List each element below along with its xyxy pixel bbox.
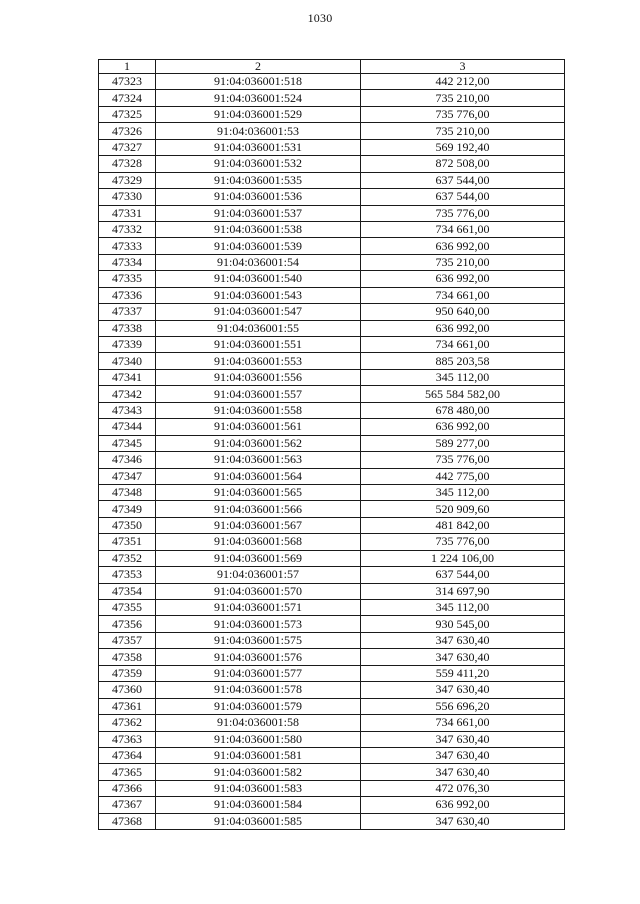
value-cell: 734 661,00 [361,715,565,731]
value-cell: 314 697,90 [361,583,565,599]
column-header-2: 2 [156,60,361,74]
cadastral-number-cell: 91:04:036001:579 [156,698,361,714]
cadastral-number-cell: 91:04:036001:571 [156,600,361,616]
cadastral-number-cell: 91:04:036001:55 [156,320,361,336]
value-cell: 885 203,58 [361,353,565,369]
table-row [99,139,565,155]
table-row [99,649,565,665]
table-row [99,534,565,550]
value-cell: 589 277,00 [361,435,565,451]
row-number-cell: 47346 [99,452,156,468]
table-row [99,517,565,533]
value-cell: 734 661,00 [361,287,565,303]
table-row [99,172,565,188]
table-row [99,567,565,583]
table-row [99,682,565,698]
cadastral-number-cell: 91:04:036001:532 [156,156,361,172]
table-row [99,74,565,90]
row-number-cell: 47339 [99,337,156,353]
row-number-cell: 47352 [99,550,156,566]
cadastral-number-cell: 91:04:036001:585 [156,813,361,829]
table-row [99,205,565,221]
table-row [99,369,565,385]
row-number-cell: 47365 [99,764,156,780]
row-number-cell: 47355 [99,600,156,616]
value-cell: 347 630,40 [361,649,565,665]
table-row [99,304,565,320]
cadastral-number-cell: 91:04:036001:54 [156,254,361,270]
row-number-cell: 47354 [99,583,156,599]
cadastral-number-cell: 91:04:036001:557 [156,386,361,402]
row-number-cell: 47329 [99,172,156,188]
row-number-cell: 47324 [99,90,156,106]
row-number-cell: 47335 [99,271,156,287]
value-cell: 734 661,00 [361,221,565,237]
table-row [99,90,565,106]
cadastral-number-cell: 91:04:036001:524 [156,90,361,106]
row-number-cell: 47328 [99,156,156,172]
cadastral-number-cell: 91:04:036001:558 [156,402,361,418]
table-row [99,501,565,517]
row-number-cell: 47366 [99,780,156,796]
cadastral-number-cell: 91:04:036001:551 [156,337,361,353]
table-row [99,287,565,303]
cadastral-number-cell: 91:04:036001:584 [156,797,361,813]
row-number-cell: 47325 [99,106,156,122]
value-cell: 347 630,40 [361,731,565,747]
value-cell: 347 630,40 [361,682,565,698]
table-row [99,353,565,369]
table-row [99,238,565,254]
table-row [99,254,565,270]
table-row [99,484,565,500]
row-number-cell: 47359 [99,665,156,681]
row-number-cell: 47362 [99,715,156,731]
table-row [99,452,565,468]
row-number-cell: 47368 [99,813,156,829]
row-number-cell: 47363 [99,731,156,747]
value-cell: 637 544,00 [361,189,565,205]
cadastral-number-cell: 91:04:036001:570 [156,583,361,599]
row-number-cell: 47333 [99,238,156,254]
cadastral-number-cell: 91:04:036001:577 [156,665,361,681]
cadastral-number-cell: 91:04:036001:561 [156,419,361,435]
registry-table [98,59,565,830]
cadastral-number-cell: 91:04:036001:538 [156,221,361,237]
cadastral-number-cell: 91:04:036001:562 [156,435,361,451]
value-cell: 481 842,00 [361,517,565,533]
cadastral-number-cell: 91:04:036001:569 [156,550,361,566]
value-cell: 734 661,00 [361,337,565,353]
value-cell: 569 192,40 [361,139,565,155]
page-number: 1030 [307,11,333,25]
value-cell: 636 992,00 [361,271,565,287]
row-number-cell: 47336 [99,287,156,303]
value-cell: 735 210,00 [361,254,565,270]
cadastral-number-cell: 91:04:036001:567 [156,517,361,533]
table-row [99,156,565,172]
row-number-cell: 47350 [99,517,156,533]
row-number-cell: 47331 [99,205,156,221]
cadastral-number-cell: 91:04:036001:580 [156,731,361,747]
value-cell: 442 775,00 [361,468,565,484]
row-number-cell: 47327 [99,139,156,155]
cadastral-number-cell: 91:04:036001:540 [156,271,361,287]
value-cell: 735 776,00 [361,106,565,122]
cadastral-number-cell: 91:04:036001:547 [156,304,361,320]
value-cell: 637 544,00 [361,567,565,583]
cadastral-number-cell: 91:04:036001:578 [156,682,361,698]
cadastral-number-cell: 91:04:036001:535 [156,172,361,188]
row-number-cell: 47337 [99,304,156,320]
table-row [99,320,565,336]
cadastral-number-cell: 91:04:036001:573 [156,616,361,632]
value-cell: 345 112,00 [361,369,565,385]
table-row [99,600,565,616]
value-cell: 565 584 582,00 [361,386,565,402]
value-cell: 735 776,00 [361,534,565,550]
value-cell: 637 544,00 [361,172,565,188]
table-row [99,419,565,435]
value-cell: 347 630,40 [361,747,565,763]
value-cell: 636 992,00 [361,419,565,435]
row-number-cell: 47345 [99,435,156,451]
column-header-1: 1 [99,60,156,74]
row-number-cell: 47357 [99,632,156,648]
table-row [99,221,565,237]
table-row [99,271,565,287]
row-number-cell: 47342 [99,386,156,402]
cadastral-number-cell: 91:04:036001:543 [156,287,361,303]
value-cell: 472 076,30 [361,780,565,796]
row-number-cell: 47338 [99,320,156,336]
row-number-cell: 47358 [99,649,156,665]
cadastral-number-cell: 91:04:036001:564 [156,468,361,484]
table-row [99,106,565,122]
cadastral-number-cell: 91:04:036001:53 [156,123,361,139]
value-cell: 735 776,00 [361,452,565,468]
table-row [99,435,565,451]
value-cell: 559 411,20 [361,665,565,681]
cadastral-number-cell: 91:04:036001:537 [156,205,361,221]
table-row [99,764,565,780]
row-number-cell: 47351 [99,534,156,550]
cadastral-number-cell: 91:04:036001:556 [156,369,361,385]
cadastral-number-cell: 91:04:036001:529 [156,106,361,122]
table-row [99,797,565,813]
value-cell: 636 992,00 [361,797,565,813]
table-row [99,337,565,353]
row-number-cell: 47341 [99,369,156,385]
value-cell: 345 112,00 [361,484,565,500]
table-row [99,665,565,681]
value-cell: 347 630,40 [361,632,565,648]
value-cell: 735 210,00 [361,123,565,139]
row-number-cell: 47344 [99,419,156,435]
row-number-cell: 47343 [99,402,156,418]
row-number-cell: 47347 [99,468,156,484]
row-number-cell: 47348 [99,484,156,500]
cadastral-number-cell: 91:04:036001:58 [156,715,361,731]
value-cell: 735 776,00 [361,205,565,221]
row-number-cell: 47367 [99,797,156,813]
value-cell: 347 630,40 [361,813,565,829]
cadastral-number-cell: 91:04:036001:581 [156,747,361,763]
row-number-cell: 47360 [99,682,156,698]
row-number-cell: 47323 [99,74,156,90]
value-cell: 442 212,00 [361,74,565,90]
value-cell: 930 545,00 [361,616,565,632]
value-cell: 520 909,60 [361,501,565,517]
table-row [99,632,565,648]
table-row [99,698,565,714]
cadastral-number-cell: 91:04:036001:566 [156,501,361,517]
row-number-cell: 47330 [99,189,156,205]
table-row [99,813,565,829]
value-cell: 556 696,20 [361,698,565,714]
table-row [99,468,565,484]
table-row [99,747,565,763]
row-number-cell: 47349 [99,501,156,517]
row-number-cell: 47361 [99,698,156,714]
column-header-3: 3 [361,60,565,74]
cadastral-number-cell: 91:04:036001:518 [156,74,361,90]
row-number-cell: 47353 [99,567,156,583]
cadastral-number-cell: 91:04:036001:539 [156,238,361,254]
cadastral-number-cell: 91:04:036001:57 [156,567,361,583]
table-header-row [99,60,565,74]
table-row [99,583,565,599]
row-number-cell: 47364 [99,747,156,763]
row-number-cell: 47332 [99,221,156,237]
value-cell: 872 508,00 [361,156,565,172]
value-cell: 345 112,00 [361,600,565,616]
table-row [99,189,565,205]
cadastral-number-cell: 91:04:036001:531 [156,139,361,155]
value-cell: 636 992,00 [361,320,565,336]
table-row [99,402,565,418]
value-cell: 735 210,00 [361,90,565,106]
row-number-cell: 47340 [99,353,156,369]
cadastral-number-cell: 91:04:036001:576 [156,649,361,665]
cadastral-number-cell: 91:04:036001:565 [156,484,361,500]
cadastral-number-cell: 91:04:036001:563 [156,452,361,468]
cadastral-number-cell: 91:04:036001:536 [156,189,361,205]
table-row [99,550,565,566]
table-row [99,123,565,139]
row-number-cell: 47356 [99,616,156,632]
value-cell: 347 630,40 [361,764,565,780]
table-row [99,386,565,402]
value-cell: 678 480,00 [361,402,565,418]
cadastral-number-cell: 91:04:036001:583 [156,780,361,796]
value-cell: 950 640,00 [361,304,565,320]
row-number-cell: 47334 [99,254,156,270]
value-cell: 636 992,00 [361,238,565,254]
table-row [99,715,565,731]
cadastral-number-cell: 91:04:036001:568 [156,534,361,550]
table-row [99,616,565,632]
cadastral-number-cell: 91:04:036001:582 [156,764,361,780]
table-body [99,74,565,830]
table-row [99,731,565,747]
row-number-cell: 47326 [99,123,156,139]
cadastral-number-cell: 91:04:036001:575 [156,632,361,648]
cadastral-number-cell: 91:04:036001:553 [156,353,361,369]
value-cell: 1 224 106,00 [361,550,565,566]
table-row [99,780,565,796]
